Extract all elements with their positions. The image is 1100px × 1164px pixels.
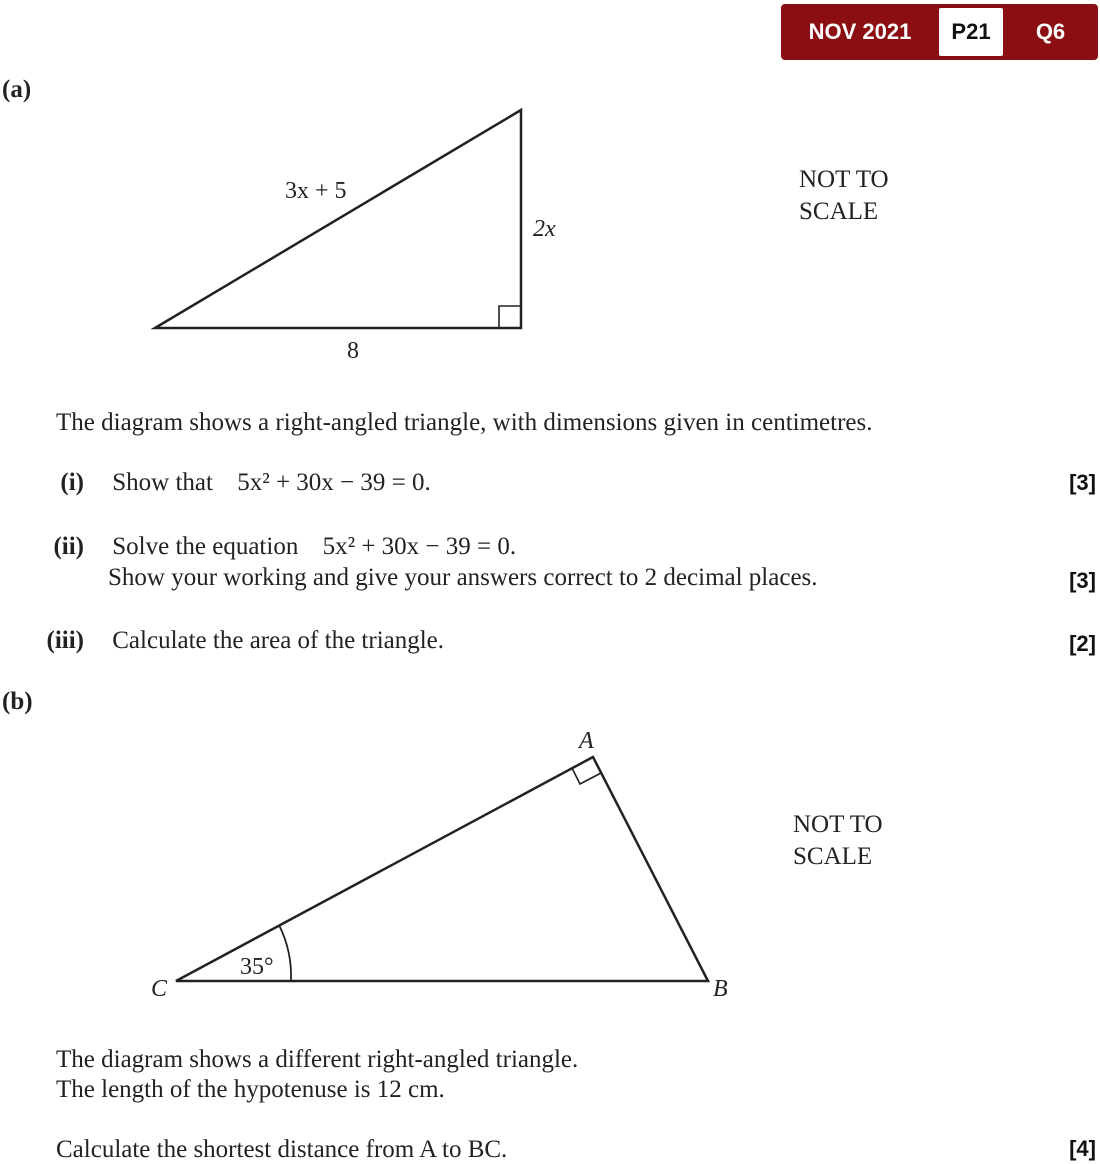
marks-a-ii: [3] — [1069, 568, 1096, 593]
part-b-question: Calculate the shortest distance from A to BC. — [56, 1136, 508, 1163]
right-angle-marker-b — [572, 768, 601, 784]
not-to-scale-a-line2: SCALE — [799, 198, 879, 225]
exam-session: NOV 2021 — [808, 19, 912, 44]
question-a-i-number: (i) — [60, 469, 84, 496]
not-to-scale-b-line1: NOT TO — [793, 811, 883, 838]
question-a-ii-number: (ii) — [53, 533, 84, 560]
question-a-ii — [20, 533, 516, 561]
question-a-ii-equation: 5x² + 30x − 39 = 0. — [322, 533, 517, 560]
question-a-iii — [20, 627, 444, 655]
triangle-a-outline — [155, 110, 521, 328]
right-angle-marker-a — [499, 306, 521, 328]
triangle-b-outline — [176, 757, 708, 981]
triangle-diagram-a — [0, 0, 1100, 400]
triangle-diagram-b — [0, 700, 1100, 1020]
hypotenuse-label: 3x + 5 — [285, 178, 347, 204]
vertical-side-label: 2x — [533, 216, 556, 242]
part-a-intro: The diagram shows a right-angled triangle, with dimensions given in centimetres. — [56, 409, 873, 436]
not-to-scale-a-line1: NOT TO — [799, 166, 889, 193]
paper-number: P21 — [939, 8, 1003, 56]
angle-arc — [279, 925, 291, 981]
not-to-scale-b — [793, 809, 883, 873]
vertex-b-label: B — [713, 976, 728, 1002]
question-number: Q6 — [1035, 19, 1066, 44]
part-a-label: (a) — [2, 76, 32, 103]
marks-a-iii: [2] — [1069, 631, 1096, 656]
angle-label: 35° — [240, 954, 274, 980]
question-a-ii-text: Solve the equation — [112, 533, 299, 560]
question-a-iii-number: (iii) — [46, 627, 84, 654]
question-a-iii-text: Calculate the area of the triangle. — [112, 627, 445, 654]
vertex-a-label: A — [579, 728, 594, 754]
not-to-scale-b-line2: SCALE — [793, 843, 873, 870]
base-label: 8 — [347, 338, 359, 364]
marks-a-i: [3] — [1069, 470, 1096, 495]
part-b-line2: The length of the hypotenuse is 12 cm. — [56, 1076, 445, 1103]
question-a-i — [20, 469, 431, 497]
vertex-c-label: C — [151, 976, 168, 1002]
not-to-scale-a — [799, 164, 889, 228]
part-b-label: (b) — [2, 688, 33, 715]
marks-b: [4] — [1069, 1136, 1096, 1161]
part-b-line1: The diagram shows a different right-angled triangle. — [56, 1046, 579, 1073]
question-a-ii-instructions: Show your working and give your answers correct to 2 decimal places. — [108, 564, 818, 591]
question-a-i-equation: 5x² + 30x − 39 = 0. — [237, 469, 431, 496]
question-a-i-text: Show that — [112, 469, 213, 496]
